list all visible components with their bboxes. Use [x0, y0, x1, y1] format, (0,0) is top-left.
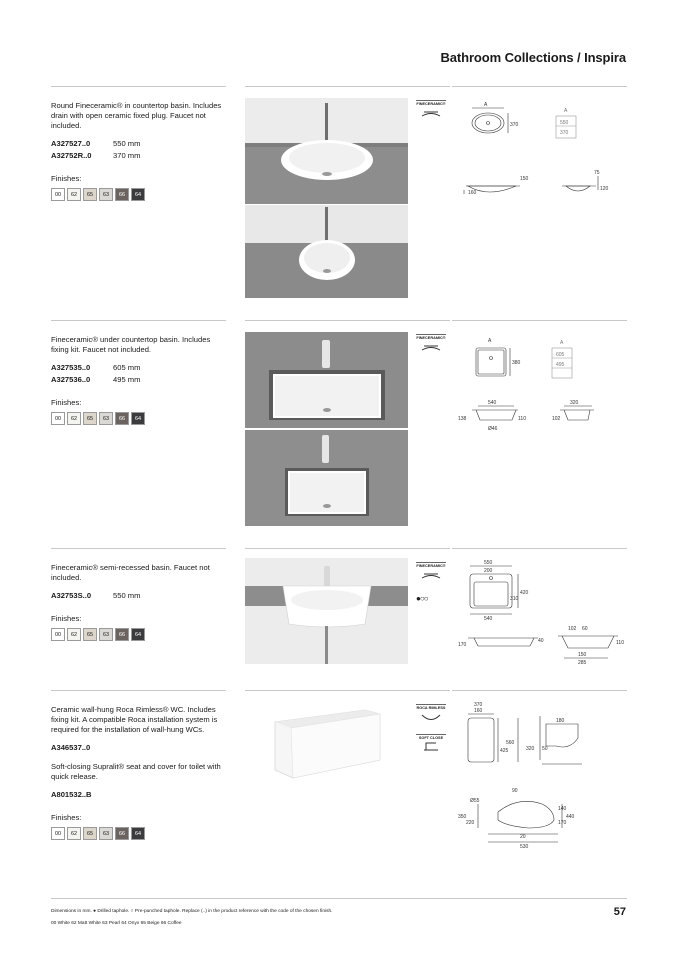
finishes-label: Finishes:	[51, 174, 82, 183]
description-text: Ceramic wall-hung Roca Rimless® WC. Includes fixing kit. A compatible Roca installation system is required for the installation of wall-hung WCs.	[51, 705, 218, 734]
product-code: A32753S..0	[51, 591, 92, 600]
finishes-label: Finishes:	[51, 614, 82, 623]
finish-swatch-00: 00	[51, 827, 65, 840]
product-size: 550 mm	[113, 591, 141, 600]
section-rule-4b	[245, 690, 450, 691]
section-rule-4a	[51, 690, 226, 691]
product-description-4	[51, 705, 226, 840]
finish-swatch-66: 66	[115, 188, 129, 201]
finish-swatch-00: 00	[51, 628, 65, 641]
finish-swatches	[51, 628, 226, 641]
finish-swatch-64: 64	[131, 412, 145, 425]
section-rule-2b	[245, 320, 450, 321]
prepunched-taphole-icon: ○	[419, 594, 424, 603]
section-rule-3a	[51, 548, 226, 549]
finishes-label: Finishes:	[51, 813, 82, 822]
dim-label: 370	[474, 702, 483, 708]
finish-swatches	[51, 827, 226, 840]
feature-icons-4	[416, 704, 450, 764]
product-code-row	[51, 374, 226, 386]
technical-drawings-3	[458, 558, 628, 678]
dim-label: 20	[520, 834, 526, 840]
dim-label: 540	[488, 400, 497, 406]
finish-swatch-00: 00	[51, 412, 65, 425]
dim-label: 310	[510, 596, 519, 602]
section-rule-4c	[452, 690, 627, 691]
dim-label: 540	[484, 616, 493, 622]
finish-swatch-66: 66	[115, 628, 129, 641]
extra-description-text: Soft-closing Supralit® seat and cover for toilet with quick release.	[51, 762, 221, 781]
dim-label: 110	[518, 416, 526, 422]
rimless-icon: ROCA RIMLESS	[416, 704, 446, 726]
product-code-row	[51, 789, 226, 801]
taphole-icons	[416, 594, 450, 603]
dim-label: A	[484, 102, 488, 108]
finish-swatch-62: 62	[67, 412, 81, 425]
dim-label: 150	[520, 176, 529, 182]
finish-swatch-66: 66	[115, 827, 129, 840]
dim-label: 560	[506, 740, 515, 746]
dim-label: 320	[570, 400, 579, 406]
finish-swatch-65: 65	[83, 827, 97, 840]
dim-label: 90	[512, 788, 518, 794]
section-rule-3c	[452, 548, 627, 549]
dim-label: 320	[526, 746, 535, 752]
page-title: Bathroom Collections / Inspira	[440, 50, 626, 65]
dim-label: 160	[468, 190, 477, 196]
dim-label: A	[564, 108, 568, 114]
dim-label: 605	[556, 352, 565, 358]
page-number: 57	[613, 906, 626, 918]
dim-label: 180	[556, 718, 565, 724]
finish-swatch-64: 64	[131, 827, 145, 840]
product-size: 605 mm	[113, 363, 141, 372]
dim-label: 170	[458, 642, 467, 648]
finish-swatches	[51, 188, 226, 201]
product-code-row	[51, 150, 226, 162]
feature-icons-1	[416, 100, 450, 130]
dim-label: 120	[600, 186, 609, 192]
fineceramic-icon: FINECERAMIC®	[416, 100, 446, 122]
finish-swatch-62: 62	[67, 188, 81, 201]
description-text: Fineceramic® under countertop basin. Includes fixing kit. Faucet not included.	[51, 335, 211, 354]
dim-label: 370	[510, 122, 519, 128]
dim-label: 160	[474, 708, 483, 714]
dim-label: 150	[578, 652, 587, 658]
product-photo-wall-hung-wc	[245, 700, 408, 790]
finishes-label: Finishes:	[51, 398, 82, 407]
dim-label: 138	[458, 416, 467, 422]
dim-label: 550	[560, 120, 569, 126]
section-rule-2c	[452, 320, 627, 321]
product-photo-semirecessed	[245, 558, 408, 664]
technical-drawings-1	[458, 98, 628, 208]
dim-label: 102	[552, 416, 561, 422]
product-photo-undercounter-small	[245, 430, 408, 526]
dim-label: 60	[582, 626, 588, 632]
footer-note: Dimensions in mm. ● Drilled taphole. ○ Pre-punched taphole. Replace (..) in the product reference with the code of the chosen finish.	[51, 909, 333, 914]
dim-label: 440	[566, 814, 575, 820]
dim-label: 495	[556, 362, 565, 368]
finish-swatch-63: 63	[99, 827, 113, 840]
product-code-row	[51, 138, 226, 150]
product-photo-countertop-small	[245, 205, 408, 298]
dim-label: 530	[520, 844, 529, 850]
section-rule-2a	[51, 320, 226, 321]
finish-swatch-62: 62	[67, 628, 81, 641]
dim-label: 200	[484, 568, 493, 574]
soft-close-icon: SOFT CLOSE	[416, 734, 446, 756]
finish-swatch-00: 00	[51, 188, 65, 201]
dim-label: Ø55	[470, 798, 480, 804]
dim-label: A	[488, 338, 492, 344]
dim-label: 40	[538, 638, 544, 644]
finish-swatch-63: 63	[99, 412, 113, 425]
dim-label: 220	[466, 820, 475, 826]
section-rule-1b	[245, 86, 450, 87]
feature-icons-2	[416, 334, 450, 364]
dim-label: 380	[512, 360, 521, 366]
header-rule	[452, 86, 627, 87]
product-code-row	[51, 362, 226, 374]
product-photo-undercounter-large	[245, 332, 408, 428]
finish-swatch-66: 66	[115, 412, 129, 425]
dim-label: 75	[594, 170, 600, 176]
feature-icons-3	[416, 562, 450, 603]
dim-label: 550	[484, 560, 493, 566]
description-text: Fineceramic® semi-recessed basin. Faucet not included.	[51, 563, 210, 582]
finish-swatch-64: 64	[131, 628, 145, 641]
dim-label: 285	[578, 660, 587, 666]
product-code-row	[51, 590, 226, 602]
finish-swatch-63: 63	[99, 628, 113, 641]
dim-label: 425	[500, 748, 509, 754]
footer-rule	[51, 898, 627, 899]
finish-swatches	[51, 412, 226, 425]
dim-label: 140	[558, 806, 567, 812]
technical-drawings-2	[458, 330, 628, 440]
product-size: 370 mm	[113, 151, 141, 160]
finish-swatch-65: 65	[83, 412, 97, 425]
dim-label: 350	[458, 814, 467, 820]
fineceramic-icon: FINECERAMIC®	[416, 562, 446, 584]
footer-finishes-legend: 00 White 62 Matt White 63 Pearl 64 Onyx 65 Beige 66 Coffee	[51, 921, 182, 926]
section-rule-3b	[245, 548, 450, 549]
description-text: Round Fineceramic® in countertop basin. Includes drain with open ceramic fixed plug. Faucet not included.	[51, 101, 222, 130]
product-code: A32752R..0	[51, 151, 92, 160]
product-code: A346537..0	[51, 743, 91, 752]
product-description-1	[51, 101, 226, 201]
product-code: A327527..0	[51, 139, 91, 148]
dim-label: 170	[558, 820, 567, 826]
finish-swatch-63: 63	[99, 188, 113, 201]
prepunched-taphole-icon: ○	[423, 594, 428, 603]
drilled-taphole-icon: ●	[416, 594, 420, 603]
product-size: 550 mm	[113, 139, 141, 148]
product-code: A327536..0	[51, 375, 91, 384]
dim-label: 110	[616, 640, 624, 646]
product-size: 495 mm	[113, 375, 141, 384]
product-photo-countertop-large	[245, 98, 408, 204]
finish-swatch-65: 65	[83, 628, 97, 641]
dim-label: Ø46	[488, 426, 498, 432]
dim-label: 102	[568, 626, 577, 632]
section-rule-1a	[51, 86, 226, 87]
product-description-2	[51, 335, 226, 425]
product-description-3	[51, 563, 226, 641]
fineceramic-icon: FINECERAMIC®	[416, 334, 446, 356]
technical-drawings-4	[458, 700, 628, 860]
dim-label: 370	[560, 130, 569, 136]
product-code-row	[51, 742, 226, 754]
product-code: A327535..0	[51, 363, 91, 372]
dim-label: A	[560, 340, 564, 346]
finish-swatch-65: 65	[83, 188, 97, 201]
dim-label: 50	[542, 746, 548, 752]
finish-swatch-64: 64	[131, 188, 145, 201]
product-code: A801532..B	[51, 790, 92, 799]
finish-swatch-62: 62	[67, 827, 81, 840]
dim-label: 420	[520, 590, 529, 596]
